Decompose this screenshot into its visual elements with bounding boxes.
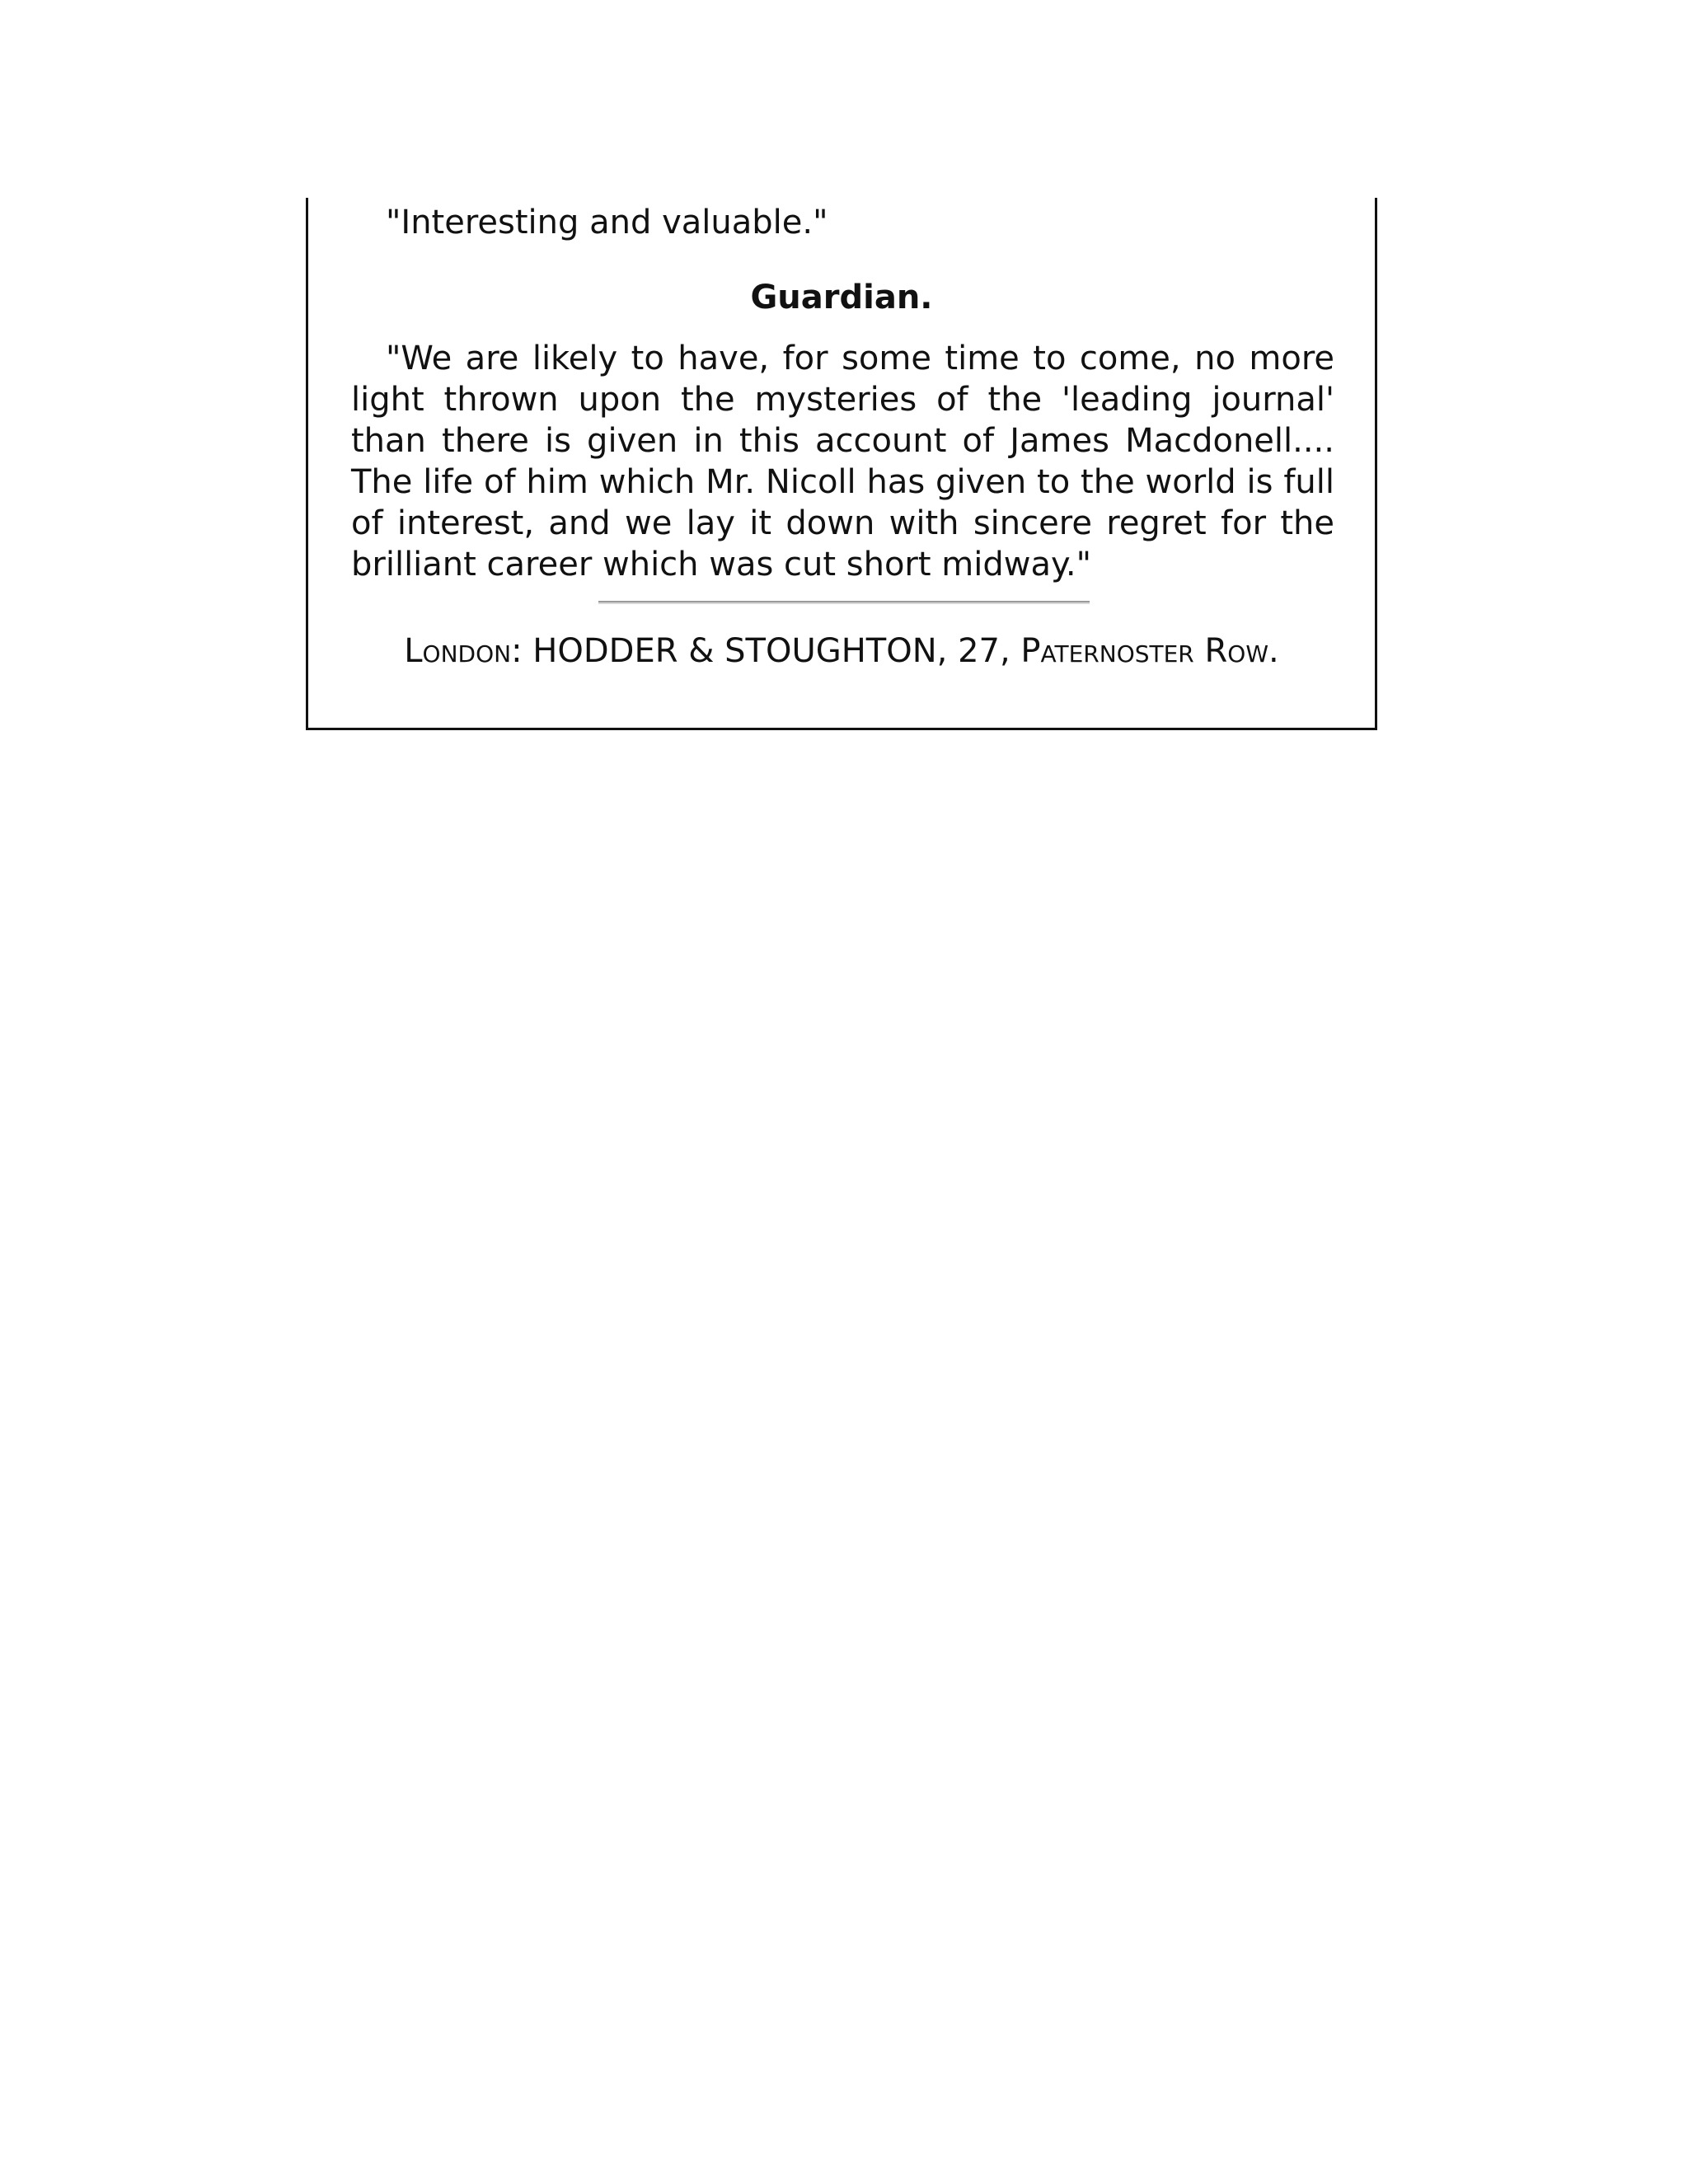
imprint-separator: :: [511, 632, 533, 670]
imprint-city: London: [404, 632, 512, 670]
imprint-street: Paternoster Row: [1020, 632, 1268, 670]
advertisement-box: [306, 198, 1377, 730]
publisher-imprint: [308, 630, 1375, 672]
imprint-end: .: [1268, 632, 1279, 670]
review-source-guardian: Guardian.: [750, 279, 933, 316]
imprint-publisher: HODDER & STOUGHTON, 27,: [532, 632, 1021, 670]
section-divider: [598, 601, 1090, 604]
review-quote-interesting: "Interesting and valuable.": [386, 204, 828, 241]
review-quote-guardian: "We are likely to have, for some time to come, no more light thrown upon the mysteries of the 'leading journal' than there is given in this account of James Macdonell.... The life of him which Mr. Nicoll has given to the world is full of interest, and we lay it down with sincere regret for the brilliant career which was cut short midway.": [351, 340, 1334, 583]
